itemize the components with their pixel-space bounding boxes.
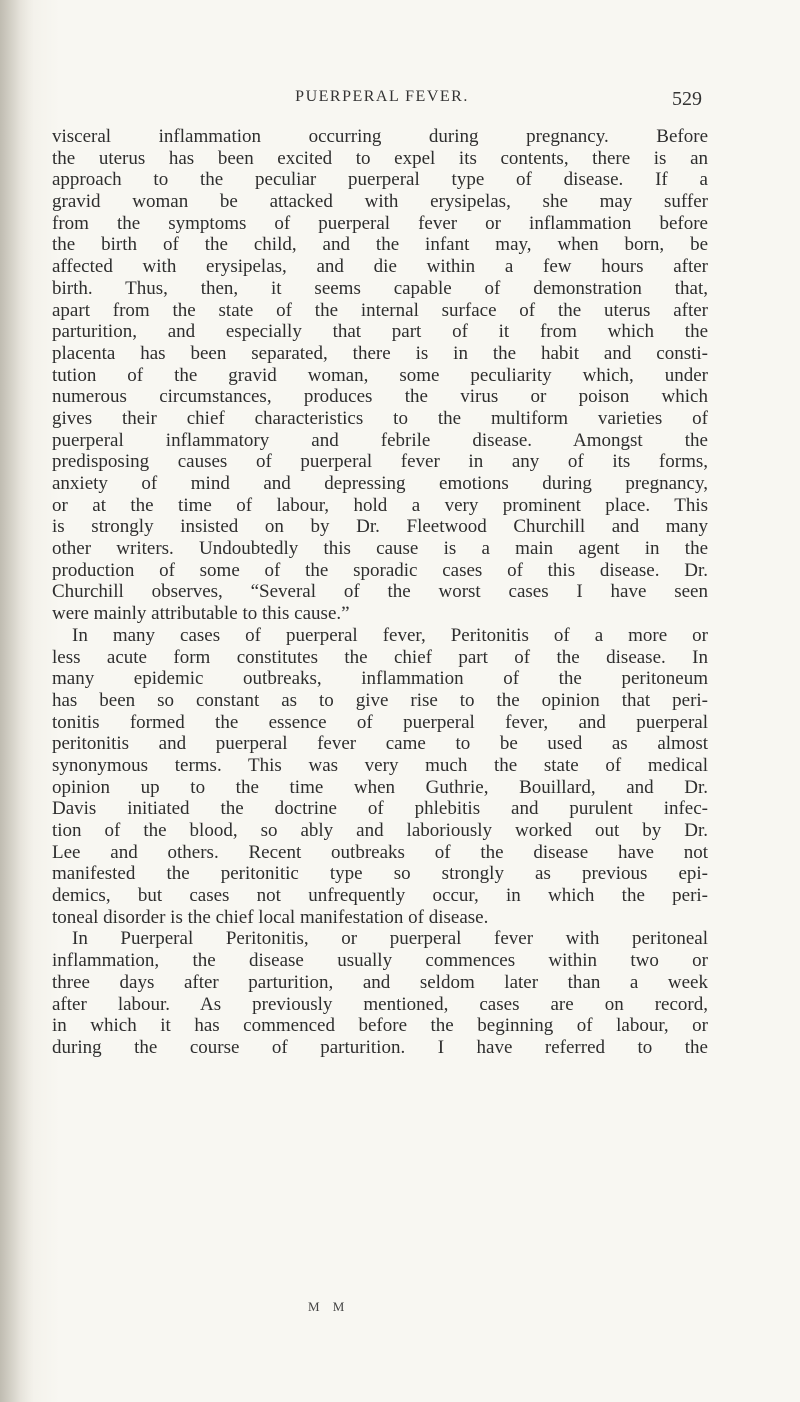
text-line: gives their chief characteristics to the multiform varieties of	[52, 407, 708, 429]
text-line: puerperal inflammatory and febrile disease. Amongst the	[52, 429, 708, 451]
text-line: other writers. Undoubtedly this cause is a main agent in the	[52, 538, 708, 560]
text-line: manifested the peritonitic type so strongly as previous epi-	[52, 863, 708, 885]
text-line: during the course of parturition. I have referred to the	[52, 1036, 708, 1058]
text-line: affected with erysipelas, and die within a few hours after	[52, 256, 708, 278]
text-line: in which it has commenced before the beginning of labour, or	[52, 1015, 708, 1037]
body-text	[52, 126, 708, 1059]
signature-mark: M M	[308, 1299, 350, 1314]
text-line: In Puerperal Peritonitis, or puerperal fever with peritoneal	[72, 928, 708, 950]
text-line: synonymous terms. This was very much the state of medical	[52, 754, 708, 776]
text-line: has been so constant as to give rise to the opinion that peri-	[52, 689, 708, 711]
text-line: from the symptoms of puerperal fever or inflammation before	[52, 212, 708, 234]
text-line: toneal disorder is the chief local manifestation of disease.	[52, 906, 489, 928]
text-line: inflammation, the disease usually commences within two or	[52, 950, 708, 972]
text-line: Churchill observes, “Several of the worst cases I have seen	[52, 581, 708, 603]
text-line: peritonitis and puerperal fever came to be used as almost	[52, 733, 708, 755]
text-line: placenta has been separated, there is in the habit and consti-	[52, 342, 708, 364]
text-line: tution of the gravid woman, some peculiarity which, under	[52, 364, 708, 386]
text-line: less acute form constitutes the chief part of the disease. In	[52, 646, 708, 668]
text-line: numerous circumstances, produces the virus or poison which	[52, 386, 708, 408]
running-title: PUERPERAL FEVER.	[295, 88, 469, 105]
text-line: three days after parturition, and seldom later than a week	[52, 971, 708, 993]
text-line: is strongly insisted on by Dr. Fleetwood Churchill and many	[52, 516, 708, 538]
text-line: demics, but cases not unfrequently occur, in which the peri-	[52, 885, 708, 907]
text-line: many epidemic outbreaks, inflammation of the peritoneum	[52, 668, 708, 690]
text-line: apart from the state of the internal surface of the uterus after	[52, 299, 708, 321]
text-line: production of some of the sporadic cases of this disease. Dr.	[52, 559, 708, 581]
text-line: parturition, and especially that part of it from which the	[52, 321, 708, 343]
text-line: Lee and others. Recent outbreaks of the disease have not	[52, 841, 708, 863]
text-line: visceral inflammation occurring during pregnancy. Before	[52, 126, 708, 147]
text-line: gravid woman be attacked with erysipelas, she may suffer	[52, 191, 708, 213]
text-line: or at the time of labour, hold a very prominent place. This	[52, 494, 708, 516]
text-line: tonitis formed the essence of puerperal fever, and puerperal	[52, 711, 708, 733]
text-line: predisposing causes of puerperal fever in any of its forms,	[52, 451, 708, 473]
text-line: birth. Thus, then, it seems capable of demonstration that,	[52, 277, 708, 299]
running-header	[62, 88, 702, 118]
text-line: were mainly attributable to this cause.”	[52, 603, 350, 625]
text-line: the uterus has been excited to expel its contents, there is an	[52, 147, 708, 169]
text-line: In many cases of puerperal fever, Peritonitis of a more or	[72, 624, 708, 646]
text-line: anxiety of mind and depressing emotions during pregnancy,	[52, 473, 708, 494]
binding-gutter-shadow	[0, 0, 34, 1402]
page-number: 529	[672, 88, 702, 110]
text-line: Davis initiated the doctrine of phlebitis and purulent infec-	[52, 798, 708, 820]
text-line: after labour. As previously mentioned, cases are on record,	[52, 993, 708, 1015]
text-line: tion of the blood, so ably and laboriously worked out by Dr.	[52, 820, 708, 841]
text-line: the birth of the child, and the infant may, when born, be	[52, 234, 708, 256]
text-line: approach to the peculiar puerperal type of disease. If a	[52, 169, 708, 191]
text-line: opinion up to the time when Guthrie, Bouillard, and Dr.	[52, 776, 708, 798]
